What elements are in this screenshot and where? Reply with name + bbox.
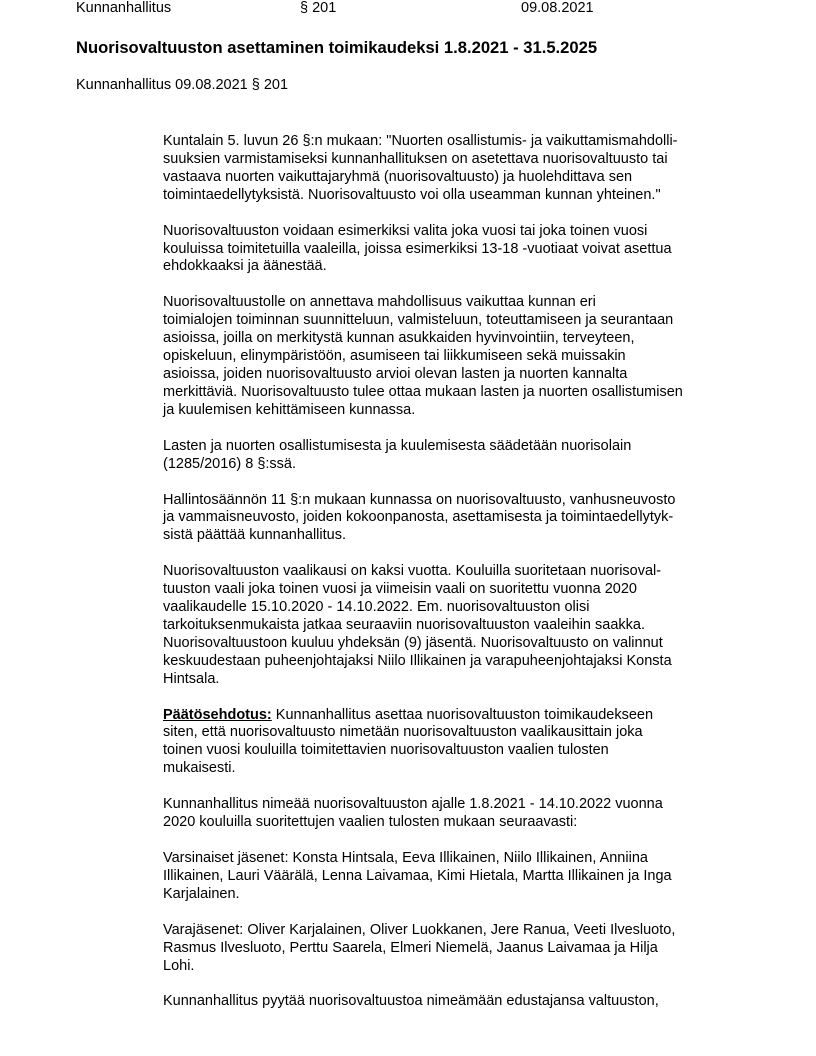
paragraph-members: Varsinaiset jäsenet: Konsta Hintsala, Eeva Illikainen, Niilo Illikainen, Anniina Illikainen, Lauri Väärälä, Lenna Laivamaa, Kimi Hietala, Martta Illikainen ja Inga Karjalainen. <box>163 850 672 902</box>
meeting-reference: Kunnanhallitus 09.08.2021 § 201 <box>76 77 289 93</box>
header-organ: Kunnanhallitus <box>76 0 172 16</box>
page-title: Nuorisovaltuuston asettaminen toimikaudeksi 1.8.2021 - 31.5.2025 <box>76 38 598 57</box>
paragraph-influence: Nuorisovaltuustolle on annettava mahdollisuus vaikuttaa kunnan eri toimialojen toiminnan suunnitteluun, valmisteluun, toteuttamiseen ja seurantaan asioissa, joilla on merkitystä kunnan asukkaiden hyvinvointiin, terveyteen, opiskeluun, elinympäristöön, asumiseen tai liikkumiseen sekä muissakin asioissa, joiden nuorisovaltuusto arvioi olevan lasten ja nuorten kannalta merkittäviä. Nuorisovaltuusto tulee ottaa mukaan lasten ja nuorten osallistumisen ja kuulemisen kehittämiseen kunnassa. <box>163 294 683 418</box>
paragraph-deputies: Varajäsenet: Oliver Karjalainen, Oliver Luokkanen, Jere Ranua, Veeti Ilvesluoto, Rasmus Ilvesluoto, Perttu Saarela, Elmeri Niemelä, Jaanus Laivamaa ja Hilja Lohi. <box>163 921 676 974</box>
paragraph-appointment: Kunnanhallitus nimeää nuorisovaltuuston ajalle 1.8.2021 - 14.10.2022 vuonna 2020 kouluilla suoritettujen vaalien tulosten mukaan seuraavasti: <box>163 796 663 831</box>
proposal-label: Päätösehdotus: <box>163 706 272 723</box>
header-section: § 201 <box>300 0 337 16</box>
header-date: 09.08.2021 <box>521 0 594 16</box>
document-body <box>163 133 743 1029</box>
paragraph-kuntalaki: Kuntalain 5. luvun 26 §:n mukaan: "Nuorten osallistumis- ja vaikuttamismahdolli- suuksien varmistamiseksi kunnanhallituksen on asetettava nuorisovaltuusto tai vastaava nuorten vaikuttajaryhmä (nuorisovaltuusto) ja huolehdittava sen toimintaedellytyksistä. Nuorisovaltuusto voi olla useamman kunnan yhteinen." <box>163 133 678 203</box>
paragraph-nuorisolaki: Lasten ja nuorten osallistumisesta ja kuulemisesta säädetään nuorisolain (1285/2016) 8 §:ssä. <box>163 437 632 472</box>
paragraph-hallintosaanto: Hallintosäännön 11 §:n mukaan kunnassa on nuorisovaltuusto, vanhusneuvosto ja vammaisneuvosto, joiden kokoonpanosta, asettamisesta ja toimintaedellytyk- sistä päättää kunnanhallitus. <box>163 491 676 544</box>
paragraph-term: Nuorisovaltuuston vaalikausi on kaksi vuotta. Kouluilla suoritetaan nuorisoval- tuuston vaali joka toinen vuosi ja viimeisin vaali on suoritettu vuonna 2020 vaalikaudelle 15.10.2020 - 14.10.2022. Em. nuorisovaltuuston olisi tarkoituksenmukaista jatkaa seuraaviin nuorisovaltuuston vaaleihin saakka. Nuorisovaltuustoon kuuluu yhdeksän (9) jäsentä. Nuorisovaltuusto on valinnut keskuudestaan puheenjohtajaksi Niilo Illikainen ja varapuheenjohtajaksi Konsta Hintsala. <box>163 563 672 687</box>
paragraph-request: Kunnanhallitus pyytää nuorisovaltuustoa nimeämään edustajansa valtuuston, <box>163 993 659 1010</box>
paragraph-election: Nuorisovaltuuston voidaan esimerkiksi valita joka vuosi tai joka toinen vuosi kouluissa toimitetuilla vaaleilla, joissa esimerkiksi 13-18 -vuotiaat voivat asettua ehdokkaaksi ja äänestää. <box>163 222 672 275</box>
proposal-text: Kunnanhallitus asettaa nuorisovaltuuston toimikaudekseen siten, että nuorisovaltuusto nimetään nuorisovaltuuston vaalikausittain joka toinen vuosi kouluilla toimitettavien nuorisovaltuuston vaalien tulosten mukaisesti. <box>163 706 654 777</box>
paragraph-proposal <box>163 707 743 779</box>
